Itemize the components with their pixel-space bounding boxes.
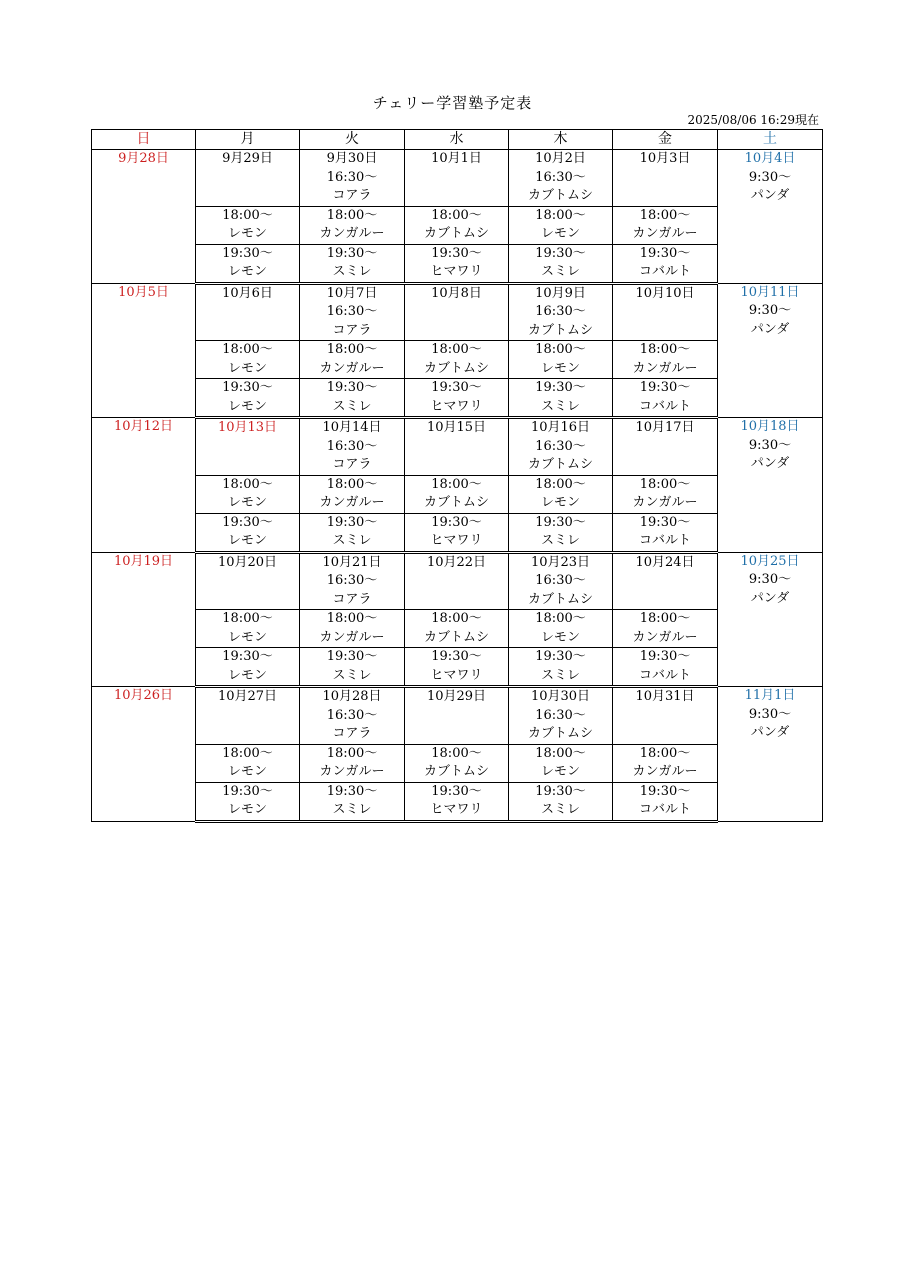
friday-slot2-cell (613, 744, 718, 782)
monday-slot2-cell (196, 341, 300, 379)
lesson-class: レモン (227, 667, 267, 683)
lesson-class: カブトムシ (527, 726, 593, 741)
lesson-time: 9:30〜 (748, 706, 792, 722)
lesson-class: ヒマワリ (430, 533, 483, 548)
saturday-cell (718, 150, 823, 284)
thursday-slot3-cell (509, 379, 613, 418)
lesson-time: 9:30〜 (748, 303, 792, 318)
wednesday-slot1-cell (405, 283, 509, 341)
tuesday-slot1-cell (300, 418, 405, 476)
lesson-time: 19:30〜 (535, 649, 586, 664)
lesson-time: 19:30〜 (639, 783, 691, 799)
lesson-time: 19:30〜 (326, 783, 378, 799)
saturday-cell (718, 418, 823, 553)
lesson-class: カンガルー (319, 226, 385, 241)
friday-slot1-cell (613, 418, 718, 476)
lesson-time: 19:30〜 (535, 245, 586, 261)
thursday-slot1-cell (509, 418, 613, 476)
lesson-class: パンダ (750, 321, 790, 337)
lesson-time: 19:30〜 (639, 380, 691, 395)
thursday-date: 10月9日 (535, 285, 586, 301)
monday-date: 10月20日 (217, 554, 278, 570)
lesson-time: 18:00〜 (639, 611, 691, 626)
monday-date: 10月6日 (222, 285, 273, 301)
lesson-time: 18:00〜 (639, 342, 691, 357)
monday-slot2-cell (196, 610, 300, 648)
monday-date: 10月27日 (217, 689, 278, 704)
wednesday-slot2-cell (405, 206, 509, 244)
lesson-class: スミレ (332, 667, 372, 683)
wednesday-date: 10月1日 (431, 151, 482, 166)
wednesday-slot1-cell (405, 150, 509, 207)
week-row (92, 687, 823, 745)
friday-slot1-cell (613, 687, 718, 745)
monday-slot1-cell (196, 687, 300, 745)
lesson-time: 18:00〜 (535, 342, 586, 357)
wednesday-slot3-cell (405, 513, 509, 552)
lesson-class: カンガルー (319, 360, 385, 376)
monday-slot1-cell (196, 283, 300, 341)
lesson-class: カンガルー (319, 764, 385, 779)
wednesday-slot2-cell (405, 610, 509, 648)
thursday-slot1-cell (509, 150, 613, 207)
monday-slot3-cell (196, 648, 300, 687)
lesson-time: 19:30〜 (639, 649, 691, 664)
sunday-cell (92, 687, 196, 822)
lesson-time: 16:30〜 (535, 304, 586, 319)
lesson-time: 19:30〜 (222, 514, 273, 530)
lesson-time: 18:00〜 (431, 342, 482, 357)
lesson-row (92, 475, 823, 513)
lesson-time: 16:30〜 (326, 304, 378, 319)
lesson-class: ヒマワリ (430, 667, 483, 683)
friday-slot2-cell (613, 475, 718, 513)
lesson-time: 18:00〜 (326, 611, 378, 626)
lesson-time: 19:30〜 (326, 649, 378, 664)
thursday-slot3-cell (509, 648, 613, 687)
friday-slot1-cell (613, 552, 718, 610)
lesson-time: 9:30〜 (748, 572, 792, 587)
lesson-class: コアラ (332, 188, 372, 203)
friday-date: 10月31日 (635, 689, 695, 704)
header-wednesday: 水 (405, 130, 509, 150)
lesson-class: レモン (227, 360, 267, 376)
week-row (92, 552, 823, 610)
thursday-slot2-cell (509, 744, 613, 782)
header-tuesday: 火 (300, 130, 405, 150)
tuesday-slot1-cell (300, 150, 405, 207)
lesson-class: カブトムシ (527, 457, 593, 472)
schedule-table (91, 129, 823, 823)
lesson-time: 18:00〜 (326, 476, 378, 492)
schedule-body (92, 150, 823, 822)
lesson-class: コアラ (332, 457, 372, 472)
lesson-time: 18:00〜 (639, 476, 691, 492)
wednesday-slot3-cell (405, 244, 509, 283)
lesson-class: カブトムシ (423, 629, 489, 645)
wednesday-slot3-cell (405, 782, 509, 821)
sunday-date: 10月5日 (118, 284, 169, 300)
lesson-time: 19:30〜 (222, 245, 273, 261)
lesson-class: パンダ (750, 590, 790, 606)
lesson-class: レモン (540, 226, 580, 241)
friday-date: 10月3日 (639, 151, 691, 166)
lesson-class: カンガルー (632, 629, 698, 645)
lesson-time: 18:00〜 (326, 207, 378, 223)
monday-slot2-cell (196, 206, 300, 244)
lesson-time: 16:30〜 (326, 169, 378, 185)
thursday-slot3-cell (509, 782, 613, 821)
lesson-class: スミレ (332, 533, 372, 548)
lesson-class: カンガルー (319, 495, 385, 510)
lesson-row (92, 244, 823, 283)
lesson-time: 18:00〜 (639, 207, 691, 223)
lesson-class: カブトムシ (423, 495, 489, 510)
lesson-time: 19:30〜 (431, 783, 482, 799)
lesson-class: コアラ (332, 726, 372, 741)
saturday-cell (718, 283, 823, 418)
thursday-slot3-cell (509, 244, 613, 283)
lesson-row (92, 782, 823, 821)
friday-slot1-cell (613, 150, 718, 207)
lesson-class: カブトムシ (527, 322, 593, 338)
header-thursday: 木 (509, 130, 613, 150)
lesson-row (92, 648, 823, 687)
lesson-class: レモン (227, 495, 267, 510)
lesson-class: コバルト (638, 264, 691, 279)
lesson-row (92, 610, 823, 648)
lesson-time: 18:00〜 (222, 207, 273, 223)
friday-date: 10月17日 (635, 420, 695, 435)
lesson-time: 18:00〜 (222, 745, 273, 761)
lesson-row (92, 513, 823, 552)
lesson-class: コバルト (638, 533, 691, 548)
lesson-time: 18:00〜 (431, 611, 482, 626)
thursday-slot2-cell (509, 610, 613, 648)
lesson-time: 19:30〜 (222, 649, 273, 664)
friday-date: 10月10日 (635, 285, 695, 301)
lesson-class: スミレ (540, 802, 580, 817)
friday-slot2-cell (613, 341, 718, 379)
saturday-date: 10月11日 (740, 284, 800, 300)
lesson-class: カンガルー (319, 629, 385, 645)
week-row (92, 283, 823, 341)
saturday-cell (718, 687, 823, 822)
monday-slot3-cell (196, 244, 300, 283)
lesson-time: 18:00〜 (535, 745, 586, 761)
thursday-slot1-cell (509, 552, 613, 610)
monday-date: 9月29日 (222, 151, 273, 166)
lesson-row (92, 379, 823, 418)
lesson-time: 19:30〜 (535, 783, 586, 799)
lesson-class: レモン (227, 264, 267, 279)
lesson-class: レモン (540, 360, 580, 376)
tuesday-date: 10月7日 (326, 285, 378, 301)
lesson-class: パンダ (750, 456, 790, 471)
friday-slot3-cell (613, 648, 718, 687)
lesson-class: レモン (540, 495, 580, 510)
lesson-time: 16:30〜 (326, 573, 378, 588)
lesson-time: 19:30〜 (535, 380, 586, 395)
lesson-time: 18:00〜 (639, 745, 691, 761)
tuesday-slot2-cell (300, 610, 405, 648)
tuesday-slot1-cell (300, 283, 405, 341)
week-row (92, 418, 823, 476)
monday-slot1-cell (196, 418, 300, 476)
thursday-slot1-cell (509, 283, 613, 341)
sunday-date: 9月28日 (118, 151, 169, 166)
lesson-time: 19:30〜 (222, 380, 273, 395)
thursday-slot2-cell (509, 206, 613, 244)
wednesday-slot1-cell (405, 552, 509, 610)
lesson-class: ヒマワリ (430, 802, 483, 817)
lesson-time: 19:30〜 (639, 514, 691, 530)
lesson-class: レモン (227, 629, 267, 645)
tuesday-slot3-cell (300, 782, 405, 821)
monday-date: 10月13日 (217, 420, 278, 435)
wednesday-slot3-cell (405, 379, 509, 418)
friday-slot3-cell (613, 782, 718, 821)
monday-slot2-cell (196, 744, 300, 782)
lesson-class: カブトムシ (423, 226, 489, 241)
lesson-class: コアラ (332, 322, 372, 338)
lesson-class: スミレ (332, 802, 372, 817)
lesson-class: コバルト (638, 667, 691, 683)
sunday-cell (92, 552, 196, 687)
tuesday-date: 10月28日 (322, 689, 382, 704)
lesson-row (92, 206, 823, 244)
thursday-date: 10月30日 (530, 689, 591, 704)
lesson-time: 18:00〜 (535, 207, 586, 223)
header-monday: 月 (196, 130, 300, 150)
lesson-time: 16:30〜 (535, 438, 586, 454)
wednesday-date: 10月15日 (426, 420, 487, 435)
lesson-time: 19:30〜 (431, 649, 482, 664)
tuesday-slot2-cell (300, 341, 405, 379)
lesson-class: レモン (227, 398, 267, 414)
lesson-class: カブトムシ (423, 360, 489, 376)
lesson-time: 19:30〜 (431, 514, 482, 530)
lesson-class: レモン (227, 533, 267, 548)
lesson-row (92, 341, 823, 379)
tuesday-date: 10月14日 (322, 420, 382, 435)
sunday-date: 10月12日 (113, 419, 174, 434)
monday-slot3-cell (196, 782, 300, 821)
lesson-time: 18:00〜 (222, 611, 273, 626)
lesson-class: レモン (227, 764, 267, 779)
thursday-date: 10月16日 (530, 420, 591, 435)
lesson-time: 16:30〜 (326, 438, 378, 454)
tuesday-slot2-cell (300, 475, 405, 513)
friday-slot1-cell (613, 283, 718, 341)
thursday-slot1-cell (509, 687, 613, 745)
lesson-class: レモン (540, 764, 580, 779)
wednesday-slot3-cell (405, 648, 509, 687)
lesson-time: 18:00〜 (222, 476, 273, 492)
wednesday-slot2-cell (405, 475, 509, 513)
wednesday-date: 10月8日 (431, 285, 482, 301)
wednesday-slot1-cell (405, 418, 509, 476)
lesson-time: 18:00〜 (431, 745, 482, 761)
lesson-time: 19:30〜 (639, 245, 691, 261)
friday-slot3-cell (613, 379, 718, 418)
lesson-time: 18:00〜 (326, 745, 378, 761)
lesson-class: カブトムシ (527, 188, 593, 203)
lesson-time: 16:30〜 (535, 573, 586, 588)
saturday-date: 10月25日 (740, 553, 800, 569)
lesson-class: レモン (227, 226, 267, 241)
lesson-class: スミレ (540, 398, 580, 414)
friday-slot2-cell (613, 610, 718, 648)
header-sunday: 日 (92, 130, 196, 150)
tuesday-slot3-cell (300, 244, 405, 283)
lesson-class: パンダ (750, 188, 790, 203)
saturday-cell (718, 552, 823, 687)
lesson-class: カンガルー (632, 495, 698, 510)
week-row (92, 150, 823, 207)
lesson-time: 18:00〜 (431, 207, 482, 223)
lesson-time: 19:30〜 (431, 380, 482, 395)
tuesday-slot3-cell (300, 513, 405, 552)
sunday-cell (92, 283, 196, 418)
lesson-class: カンガルー (632, 226, 698, 241)
monday-slot3-cell (196, 513, 300, 552)
lesson-time: 19:30〜 (326, 245, 378, 261)
lesson-time: 19:30〜 (326, 380, 378, 395)
wednesday-date: 10月22日 (426, 554, 487, 570)
friday-slot3-cell (613, 513, 718, 552)
saturday-date: 10月18日 (740, 419, 800, 434)
lesson-time: 19:30〜 (222, 783, 273, 799)
lesson-time: 16:30〜 (326, 707, 378, 723)
thursday-slot3-cell (509, 513, 613, 552)
wednesday-slot2-cell (405, 744, 509, 782)
lesson-class: スミレ (540, 667, 580, 683)
sunday-cell (92, 418, 196, 553)
lesson-row (92, 744, 823, 782)
lesson-time: 18:00〜 (535, 611, 586, 626)
tuesday-slot2-cell (300, 744, 405, 782)
sunday-date: 10月26日 (113, 688, 174, 703)
tuesday-date: 9月30日 (326, 151, 378, 166)
header-saturday: 土 (718, 130, 823, 150)
lesson-class: レモン (227, 802, 267, 817)
lesson-class: スミレ (332, 264, 372, 279)
lesson-time: 18:00〜 (535, 476, 586, 492)
tuesday-slot2-cell (300, 206, 405, 244)
lesson-time: 18:00〜 (326, 342, 378, 357)
monday-slot1-cell (196, 150, 300, 207)
lesson-class: コバルト (638, 802, 691, 817)
tuesday-slot1-cell (300, 687, 405, 745)
lesson-class: カンガルー (632, 764, 698, 779)
friday-date: 10月24日 (635, 554, 695, 570)
tuesday-date: 10月21日 (322, 554, 382, 570)
sunday-cell (92, 150, 196, 284)
lesson-time: 9:30〜 (748, 437, 792, 453)
tuesday-slot3-cell (300, 379, 405, 418)
lesson-class: スミレ (540, 533, 580, 548)
wednesday-slot1-cell (405, 687, 509, 745)
lesson-class: ヒマワリ (430, 398, 483, 414)
lesson-time: 18:00〜 (431, 476, 482, 492)
lesson-class: カンガルー (632, 360, 698, 376)
header-friday: 金 (613, 130, 718, 150)
monday-slot1-cell (196, 552, 300, 610)
saturday-date: 11月1日 (744, 688, 796, 703)
lesson-time: 9:30〜 (748, 169, 792, 185)
lesson-class: スミレ (332, 398, 372, 414)
lesson-time: 18:00〜 (222, 342, 273, 357)
lesson-class: ヒマワリ (430, 264, 483, 279)
wednesday-slot2-cell (405, 341, 509, 379)
saturday-date: 10月4日 (744, 151, 796, 166)
sunday-date: 10月19日 (113, 553, 174, 569)
page-title: チェリー学習塾予定表 (372, 94, 533, 112)
lesson-class: パンダ (750, 725, 790, 740)
thursday-date: 10月23日 (530, 554, 591, 570)
monday-slot2-cell (196, 475, 300, 513)
lesson-class: カブトムシ (527, 591, 593, 607)
lesson-time: 19:30〜 (535, 514, 586, 530)
lesson-class: コアラ (332, 591, 372, 607)
lesson-class: スミレ (540, 264, 580, 279)
lesson-time: 16:30〜 (535, 707, 586, 723)
lesson-class: レモン (540, 629, 580, 645)
weekday-header-row (92, 130, 823, 150)
updated-timestamp: 2025/08/06 16:29現在 (687, 113, 819, 127)
lesson-time: 19:30〜 (431, 245, 482, 261)
friday-slot3-cell (613, 244, 718, 283)
lesson-class: コバルト (638, 398, 691, 414)
lesson-time: 16:30〜 (535, 169, 586, 185)
monday-slot3-cell (196, 379, 300, 418)
tuesday-slot3-cell (300, 648, 405, 687)
tuesday-slot1-cell (300, 552, 405, 610)
thursday-slot2-cell (509, 341, 613, 379)
wednesday-date: 10月29日 (426, 689, 487, 704)
lesson-class: カブトムシ (423, 764, 489, 779)
thursday-slot2-cell (509, 475, 613, 513)
friday-slot2-cell (613, 206, 718, 244)
lesson-time: 19:30〜 (326, 514, 378, 530)
thursday-date: 10月2日 (535, 151, 586, 166)
